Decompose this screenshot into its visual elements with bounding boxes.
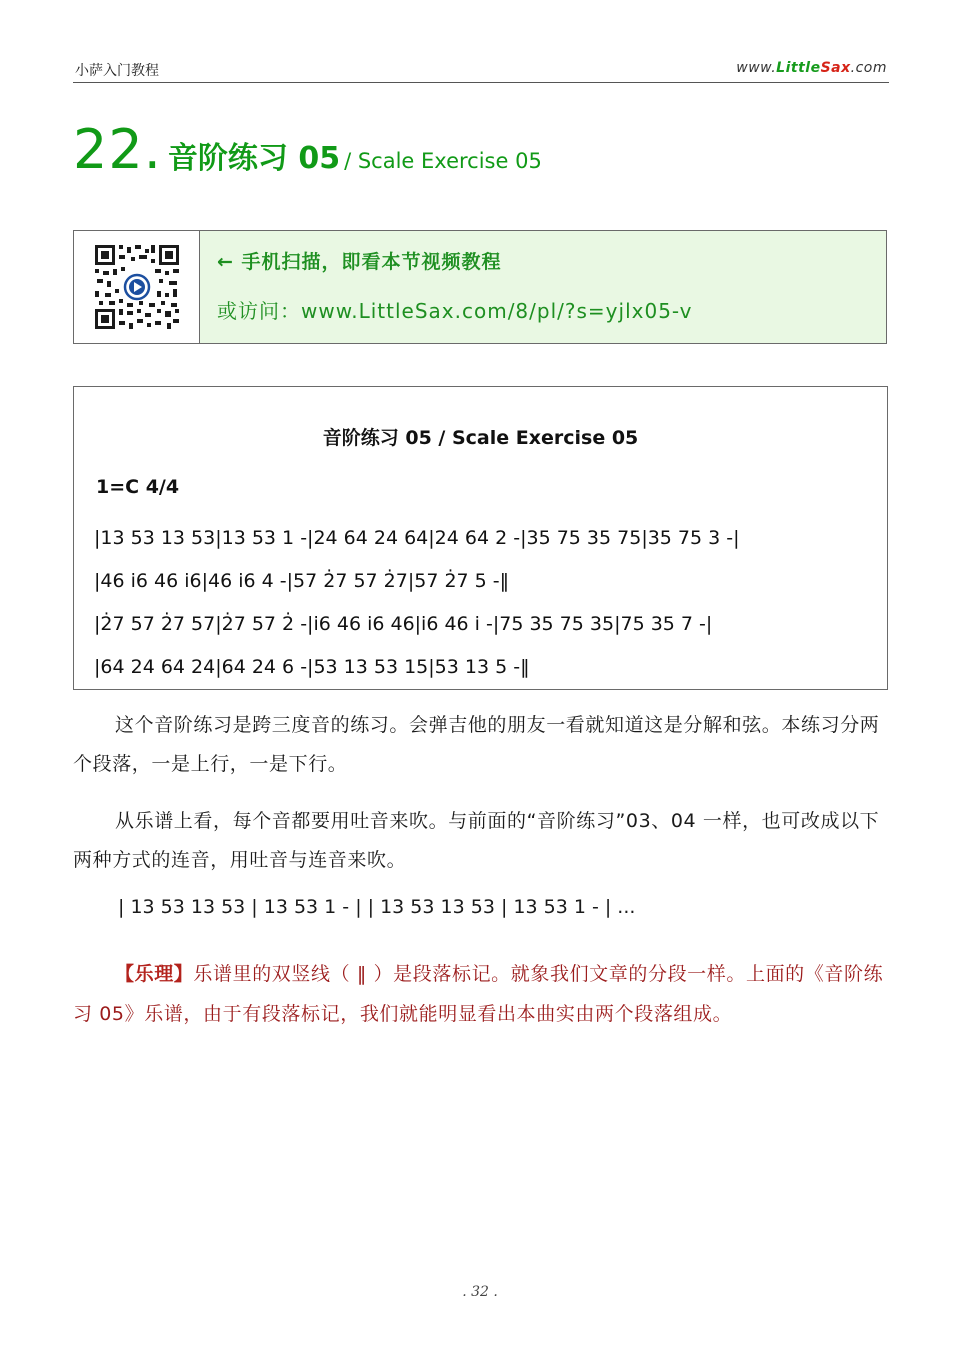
lesson-title-zh: 音阶练习 05: [167, 141, 341, 176]
lesson-title-en: / Scale Exercise 05: [344, 149, 542, 173]
paragraph-1: [73, 706, 889, 784]
score-key-signature: 1=C 4/4: [96, 476, 180, 498]
slur-example: | 13 53 13 53 | 13 53 1 - | | 13 53 13 53 | 13 53 1 - | ...: [118, 896, 636, 918]
score-row-2: [94, 570, 509, 592]
paragraph-2: [73, 802, 889, 880]
score-row-2-notes: |46 i6 46 i6|46 i6 4 -|57 2̇7 57 2̇7|57 2̇7 5 -‖: [94, 570, 510, 592]
video-url-link[interactable]: 或访问：www.LittleSax.com/8/pl/?s=yjlx05-v: [217, 299, 693, 323]
site-sax: Sax: [820, 60, 851, 76]
score-row-1: [94, 527, 740, 549]
scan-hint: ← 手机扫描，即看本节视频教程: [217, 251, 502, 273]
paragraph-2-text: 从乐谱上看，每个音都要用吐音来吹。与前面的“音阶练习”03、04 一样，也可改成以下两种方式的连音，用吐音与连音来吹。: [73, 810, 880, 871]
header-book-title: 小萨入门教程: [75, 63, 159, 79]
page-number: . 32 .: [462, 1284, 498, 1300]
video-qr-panel: [73, 230, 887, 344]
site-prefix: www.: [736, 60, 777, 76]
lesson-number: 22.: [73, 118, 162, 181]
score-box: [73, 386, 888, 690]
score-row-1-notes: |13 53 13 53|13 53 1 -|24 64 24 64|24 64 2 -|35 75 35 75|35 75 3 -|: [94, 527, 740, 549]
score-row-4: [94, 656, 530, 678]
theory-note: [73, 954, 889, 1034]
page-title: [73, 118, 542, 188]
qr-code-icon: [93, 243, 181, 331]
site-little: Little: [776, 60, 821, 76]
theory-text: 乐谱里的双竖线（ ‖ ）是段落标记。就象我们文章的分段一样。上面的《音阶练习 05》乐谱，由于有段落标记，我们就能明显看出本曲实由两个段落组成。: [73, 963, 884, 1025]
qr-code-cell[interactable]: [74, 231, 200, 343]
score-title: 音阶练习 05 / Scale Exercise 05: [322, 427, 639, 449]
score-row-3: [94, 613, 712, 635]
theory-tag: 【乐理】: [115, 963, 194, 985]
paragraph-1-text: 这个音阶练习是跨三度音的练习。会弹吉他的朋友一看就知道这是分解和弦。本练习分两个段落，一是上行，一是下行。: [73, 714, 880, 775]
page-header: [73, 58, 889, 83]
site-suffix: .com: [850, 60, 887, 76]
score-row-3-notes: |2̇7 57 2̇7 57|2̇7 57 2̇ -|i6 46 i6 46|i6 46 i -|75 35 75 35|75 35 7 -|: [94, 613, 713, 635]
score-row-4-notes: |64 24 64 24|64 24 6 -|53 13 53 15|53 13 5 -‖: [94, 656, 530, 678]
header-website[interactable]: [736, 60, 887, 76]
